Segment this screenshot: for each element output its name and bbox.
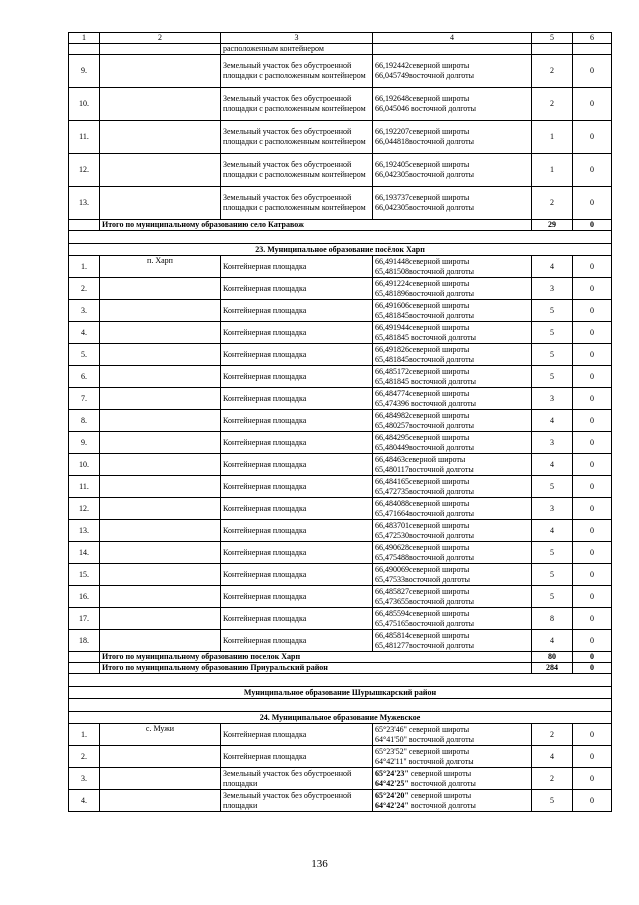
volume-cell: 0 xyxy=(573,388,612,410)
latitude-value: 65°24'20" xyxy=(375,790,409,800)
coordinates-cell xyxy=(373,476,532,498)
volume-cell: 0 xyxy=(573,542,612,564)
volume-cell: 0 xyxy=(573,410,612,432)
total-row xyxy=(69,652,612,663)
table-row xyxy=(69,121,612,154)
longitude: 65,475165восточной долготы xyxy=(375,618,475,628)
longitude: 65,481845восточной долготы xyxy=(375,354,475,364)
latitude-value: 65°23'52" xyxy=(375,746,407,756)
row-number: 9. xyxy=(69,432,100,454)
page-number: 136 xyxy=(311,858,328,870)
row-number: 12. xyxy=(69,498,100,520)
table-row xyxy=(69,724,612,746)
count-cell: 3 xyxy=(532,498,573,520)
row-number: 1. xyxy=(69,256,100,278)
place-cell xyxy=(100,520,221,542)
table-row xyxy=(69,322,612,344)
total-count: 80 xyxy=(532,652,573,663)
latitude: 66,484088северной широты xyxy=(375,498,470,508)
coordinates-cell xyxy=(373,454,532,476)
volume-cell: 0 xyxy=(573,154,612,187)
count-cell: 2 xyxy=(532,55,573,88)
latitude: 66,484774северной широты xyxy=(375,388,470,398)
place-cell xyxy=(100,746,221,768)
header-row xyxy=(69,33,612,44)
type-cell: Контейнерная площадка xyxy=(221,608,373,630)
volume-cell: 0 xyxy=(573,746,612,768)
place-cell xyxy=(100,187,221,220)
row-number: 5. xyxy=(69,344,100,366)
col-header: 3 xyxy=(221,33,373,44)
table-row xyxy=(69,520,612,542)
coordinates-cell xyxy=(373,388,532,410)
type-cell: Контейнерная площадка xyxy=(221,344,373,366)
longitude: 65,480257восточной долготы xyxy=(375,420,475,430)
longitude-label: восточной долготы xyxy=(406,734,474,744)
coordinates-cell xyxy=(373,790,532,812)
longitude: 65,473655восточной долготы xyxy=(375,596,475,606)
count-cell: 8 xyxy=(532,608,573,630)
longitude: 65,481508восточной долготы xyxy=(375,266,475,276)
row-number: 4. xyxy=(69,790,100,812)
table-row xyxy=(69,608,612,630)
total-count: 29 xyxy=(532,220,573,231)
coordinates-cell xyxy=(373,630,532,652)
col-header: 4 xyxy=(373,33,532,44)
volume-cell: 0 xyxy=(573,300,612,322)
section-heading: 23. Муниципальное образование посёлок Харп xyxy=(69,244,612,256)
count-cell: 4 xyxy=(532,256,573,278)
type-cell: Контейнерная площадка xyxy=(221,498,373,520)
volume-cell: 0 xyxy=(573,520,612,542)
longitude-label: восточной долготы xyxy=(408,800,476,810)
type-cell: Контейнерная площадка xyxy=(221,388,373,410)
type-cell: Контейнерная площадка xyxy=(221,564,373,586)
volume-cell: 0 xyxy=(573,55,612,88)
longitude: 65,481896восточной долготы xyxy=(375,288,475,298)
table-row xyxy=(69,187,612,220)
coordinates-cell xyxy=(373,256,532,278)
volume-cell: 0 xyxy=(573,724,612,746)
count-cell: 4 xyxy=(532,630,573,652)
latitude: 66,490069северной широты xyxy=(375,564,470,574)
longitude: 65,471664восточной долготы xyxy=(375,508,475,518)
latitude: 66,483701северной широты xyxy=(375,520,470,530)
place-cell: с. Мужи xyxy=(100,724,221,746)
place-cell xyxy=(100,88,221,121)
table-row xyxy=(69,366,612,388)
longitude: 66,044818восточной долготы xyxy=(375,137,475,146)
total-label: Итого по муниципальному образованию село Катравож xyxy=(100,220,532,231)
table-row xyxy=(69,498,612,520)
type-cell: Контейнерная площадка xyxy=(221,366,373,388)
count-cell: 2 xyxy=(532,768,573,790)
table-row xyxy=(69,88,612,121)
place-cell xyxy=(100,768,221,790)
type-cell: Контейнерная площадка xyxy=(221,542,373,564)
count-cell: 3 xyxy=(532,278,573,300)
longitude-label: восточной долготы xyxy=(406,756,474,766)
col-header: 6 xyxy=(573,33,612,44)
table-row xyxy=(69,564,612,586)
place-cell xyxy=(100,344,221,366)
latitude-label: северной широты xyxy=(406,746,470,756)
place-cell xyxy=(100,630,221,652)
type-cell: Контейнерная площадка xyxy=(221,256,373,278)
type-cell: Контейнерная площадка xyxy=(221,278,373,300)
row-number: 4. xyxy=(69,322,100,344)
row-number: 6. xyxy=(69,366,100,388)
latitude: 66,484165северной широты xyxy=(375,476,470,486)
table-row xyxy=(69,790,612,812)
volume-cell: 0 xyxy=(573,498,612,520)
longitude: 65,481845 восточной долготы xyxy=(375,332,477,342)
place-cell xyxy=(100,278,221,300)
total-volume: 0 xyxy=(573,652,612,663)
place-cell xyxy=(100,608,221,630)
type-cell: Земельный участок без обустроенной площадки с расположенным контейнером xyxy=(221,121,373,154)
count-cell: 5 xyxy=(532,300,573,322)
containers-table xyxy=(68,32,612,812)
row-number: 14. xyxy=(69,542,100,564)
coordinates-cell xyxy=(373,542,532,564)
row-number: 9. xyxy=(69,55,100,88)
row-number: 18. xyxy=(69,630,100,652)
place-cell xyxy=(100,476,221,498)
coordinates-cell xyxy=(373,564,532,586)
count-cell: 4 xyxy=(532,410,573,432)
longitude: 66,042305восточной долготы xyxy=(375,170,475,179)
longitude: 66,045749восточной долготы xyxy=(375,71,475,80)
latitude: 66,485172северной широты xyxy=(375,366,470,376)
place-cell xyxy=(100,55,221,88)
latitude: 66,491944северной широты xyxy=(375,322,470,332)
row-number: 16. xyxy=(69,586,100,608)
row-number: 3. xyxy=(69,300,100,322)
table-row xyxy=(69,256,612,278)
table-row xyxy=(69,476,612,498)
row-number: 3. xyxy=(69,768,100,790)
coordinates-cell xyxy=(373,586,532,608)
longitude: 65,472735восточной долготы xyxy=(375,486,475,496)
row-number: 17. xyxy=(69,608,100,630)
volume-cell: 0 xyxy=(573,630,612,652)
latitude: 66,491448северной широты xyxy=(375,256,470,266)
type-cell: Земельный участок без обустроенной площадки с расположенным контейнером xyxy=(221,55,373,88)
type-cell: Контейнерная площадка xyxy=(221,630,373,652)
count-cell: 2 xyxy=(532,724,573,746)
volume-cell: 0 xyxy=(573,790,612,812)
place-cell: п. Харп xyxy=(100,256,221,278)
type-cell: Контейнерная площадка xyxy=(221,586,373,608)
district-heading: Муниципальное образование Шурышкарский район xyxy=(69,687,612,699)
row-number: 8. xyxy=(69,410,100,432)
volume-cell: 0 xyxy=(573,366,612,388)
volume-cell: 0 xyxy=(573,454,612,476)
spacer-row xyxy=(69,674,612,687)
longitude: 65,481277восточной долготы xyxy=(375,640,475,650)
latitude-label: северной широты xyxy=(406,724,470,734)
latitude: 66,485594северной широты xyxy=(375,608,470,618)
longitude: 66,042305восточной долготы xyxy=(375,203,475,212)
volume-cell: 0 xyxy=(573,344,612,366)
volume-cell: 0 xyxy=(573,608,612,630)
longitude-value: 64°42'24" xyxy=(375,800,409,810)
count-cell: 1 xyxy=(532,121,573,154)
count-cell: 3 xyxy=(532,388,573,410)
type-cell: Контейнерная площадка xyxy=(221,476,373,498)
place-cell xyxy=(100,498,221,520)
table-row xyxy=(69,410,612,432)
row-number: 10. xyxy=(69,454,100,476)
coordinates-cell xyxy=(373,724,532,746)
table-row xyxy=(69,586,612,608)
latitude: 66,484982северной широты xyxy=(375,410,470,420)
table-row xyxy=(69,154,612,187)
coordinates-cell xyxy=(373,278,532,300)
latitude: 66,48463северной широты xyxy=(375,454,466,464)
type-cell: Земельный участок без обустроенной площадки с расположенным контейнером xyxy=(221,154,373,187)
type-cell: Контейнерная площадка xyxy=(221,746,373,768)
place-cell xyxy=(100,300,221,322)
total-volume: 0 xyxy=(573,663,612,674)
place-cell xyxy=(100,586,221,608)
volume-cell: 0 xyxy=(573,322,612,344)
row-number: 15. xyxy=(69,564,100,586)
col-header: 5 xyxy=(532,33,573,44)
coordinates-cell xyxy=(373,88,532,121)
row-number: 1. xyxy=(69,724,100,746)
longitude-value: 64°42'25" xyxy=(375,778,409,788)
coordinates-cell xyxy=(373,746,532,768)
count-cell: 5 xyxy=(532,542,573,564)
table-row xyxy=(69,344,612,366)
type-cell: Земельный участок без обустроенной площадки xyxy=(221,790,373,812)
table-row xyxy=(69,55,612,88)
table-row xyxy=(69,630,612,652)
volume-cell: 0 xyxy=(573,476,612,498)
type-cell: Земельный участок без обустроенной площадки с расположенным контейнером xyxy=(221,187,373,220)
type-cell: Контейнерная площадка xyxy=(221,454,373,476)
latitude-value: 65°24'23" xyxy=(375,768,409,778)
latitude: 66,192207северной широты xyxy=(375,127,470,136)
type-cell: Земельный участок без обустроенной площадки с расположенным контейнером xyxy=(221,88,373,121)
table-row xyxy=(69,454,612,476)
table-row xyxy=(69,542,612,564)
longitude: 65,481845 восточной долготы xyxy=(375,376,477,386)
place-cell xyxy=(100,154,221,187)
coordinates-cell xyxy=(373,154,532,187)
type-cell: Контейнерная площадка xyxy=(221,300,373,322)
section-row xyxy=(69,244,612,256)
longitude-value: 64°41'50" xyxy=(375,734,407,744)
count-cell: 2 xyxy=(532,88,573,121)
coordinates-cell xyxy=(373,300,532,322)
table-row xyxy=(69,300,612,322)
latitude-label: северной широты xyxy=(408,790,472,800)
latitude: 66,491224северной широты xyxy=(375,278,470,288)
type-cell: расположенным контейнером xyxy=(221,44,373,55)
type-cell: Контейнерная площадка xyxy=(221,410,373,432)
row-number: 13. xyxy=(69,520,100,542)
col-header: 2 xyxy=(100,33,221,44)
place-cell xyxy=(100,366,221,388)
place-cell xyxy=(100,432,221,454)
total-row xyxy=(69,663,612,674)
coordinates-cell xyxy=(373,322,532,344)
longitude-label: восточной долготы xyxy=(408,778,476,788)
type-cell: Контейнерная площадка xyxy=(221,322,373,344)
row-number: 7. xyxy=(69,388,100,410)
volume-cell: 0 xyxy=(573,432,612,454)
row-number: 12. xyxy=(69,154,100,187)
coordinates-cell xyxy=(373,55,532,88)
latitude: 66,485814северной широты xyxy=(375,630,470,640)
longitude-value: 64°42'11" xyxy=(375,756,407,766)
longitude: 65,480117восточной долготы xyxy=(375,464,474,474)
row-number: 11. xyxy=(69,476,100,498)
latitude: 66,192442северной широты xyxy=(375,61,470,70)
longitude: 65,481845восточной долготы xyxy=(375,310,475,320)
coordinates-cell xyxy=(373,520,532,542)
count-cell: 4 xyxy=(532,746,573,768)
count-cell: 2 xyxy=(532,187,573,220)
count-cell: 5 xyxy=(532,476,573,498)
type-cell: Контейнерная площадка xyxy=(221,724,373,746)
longitude: 65,480449восточной долготы xyxy=(375,442,475,452)
volume-cell: 0 xyxy=(573,586,612,608)
coordinates-cell xyxy=(373,432,532,454)
coordinates-cell xyxy=(373,498,532,520)
latitude: 66,192405северной широты xyxy=(375,160,470,169)
table-row xyxy=(69,768,612,790)
volume-cell: 0 xyxy=(573,768,612,790)
table-row xyxy=(69,746,612,768)
type-cell: Контейнерная площадка xyxy=(221,432,373,454)
place-cell xyxy=(100,564,221,586)
longitude: 65,474396 восточной долготы xyxy=(375,398,477,408)
count-cell: 4 xyxy=(532,520,573,542)
latitude: 66,490628северной широты xyxy=(375,542,470,552)
row-number: 11. xyxy=(69,121,100,154)
volume-cell: 0 xyxy=(573,564,612,586)
count-cell: 5 xyxy=(532,790,573,812)
count-cell: 4 xyxy=(532,454,573,476)
count-cell: 5 xyxy=(532,366,573,388)
place-cell xyxy=(100,322,221,344)
longitude: 65,475488восточной долготы xyxy=(375,552,475,562)
latitude: 66,484295северной широты xyxy=(375,432,470,442)
longitude: 65,47533восточной долготы xyxy=(375,574,471,584)
section-row xyxy=(69,712,612,724)
total-label: Итого по муниципальному образованию поселок Харп xyxy=(100,652,532,663)
count-cell: 1 xyxy=(532,154,573,187)
volume-cell: 0 xyxy=(573,256,612,278)
coordinates-cell xyxy=(373,768,532,790)
count-cell: 5 xyxy=(532,564,573,586)
total-volume: 0 xyxy=(573,220,612,231)
longitude: 65,472530восточной долготы xyxy=(375,530,475,540)
latitude: 66,491606северной широты xyxy=(375,300,470,310)
total-count: 284 xyxy=(532,663,573,674)
table-row xyxy=(69,432,612,454)
table-row xyxy=(69,278,612,300)
place-cell xyxy=(100,410,221,432)
place-cell xyxy=(100,790,221,812)
coordinates-cell xyxy=(373,608,532,630)
place-cell xyxy=(100,388,221,410)
col-header: 1 xyxy=(69,33,100,44)
volume-cell: 0 xyxy=(573,187,612,220)
latitude: 66,485827северной широты xyxy=(375,586,470,596)
total-label: Итого по муниципальному образованию Приуральский район xyxy=(100,663,532,674)
longitude: 66,045046 восточной долготы xyxy=(375,104,477,113)
row-number: 10. xyxy=(69,88,100,121)
coordinates-cell xyxy=(373,187,532,220)
coordinates-cell xyxy=(373,121,532,154)
table-row xyxy=(69,388,612,410)
section-row xyxy=(69,687,612,699)
latitude-value: 65°23'46" xyxy=(375,724,407,734)
place-cell xyxy=(100,542,221,564)
latitude: 66,491826северной широты xyxy=(375,344,470,354)
coordinates-cell xyxy=(373,344,532,366)
coordinates-cell xyxy=(373,366,532,388)
type-cell: Контейнерная площадка xyxy=(221,520,373,542)
spacer-row xyxy=(69,231,612,244)
row-number: 2. xyxy=(69,278,100,300)
volume-cell: 0 xyxy=(573,121,612,154)
count-cell: 3 xyxy=(532,432,573,454)
type-cell: Земельный участок без обустроенной площадки xyxy=(221,768,373,790)
row-number: 2. xyxy=(69,746,100,768)
latitude: 66,193737северной широты xyxy=(375,193,470,202)
volume-cell: 0 xyxy=(573,88,612,121)
coordinates-cell xyxy=(373,410,532,432)
continuation-row xyxy=(69,44,612,55)
section-heading: 24. Муниципальное образование Мужевское xyxy=(69,712,612,724)
place-cell xyxy=(100,121,221,154)
volume-cell: 0 xyxy=(573,278,612,300)
latitude: 66,192648северной широты xyxy=(375,94,470,103)
count-cell: 5 xyxy=(532,322,573,344)
spacer-row xyxy=(69,699,612,712)
row-number: 13. xyxy=(69,187,100,220)
count-cell: 5 xyxy=(532,586,573,608)
place-cell xyxy=(100,454,221,476)
count-cell: 5 xyxy=(532,344,573,366)
latitude-label: северной широты xyxy=(408,768,472,778)
total-row xyxy=(69,220,612,231)
